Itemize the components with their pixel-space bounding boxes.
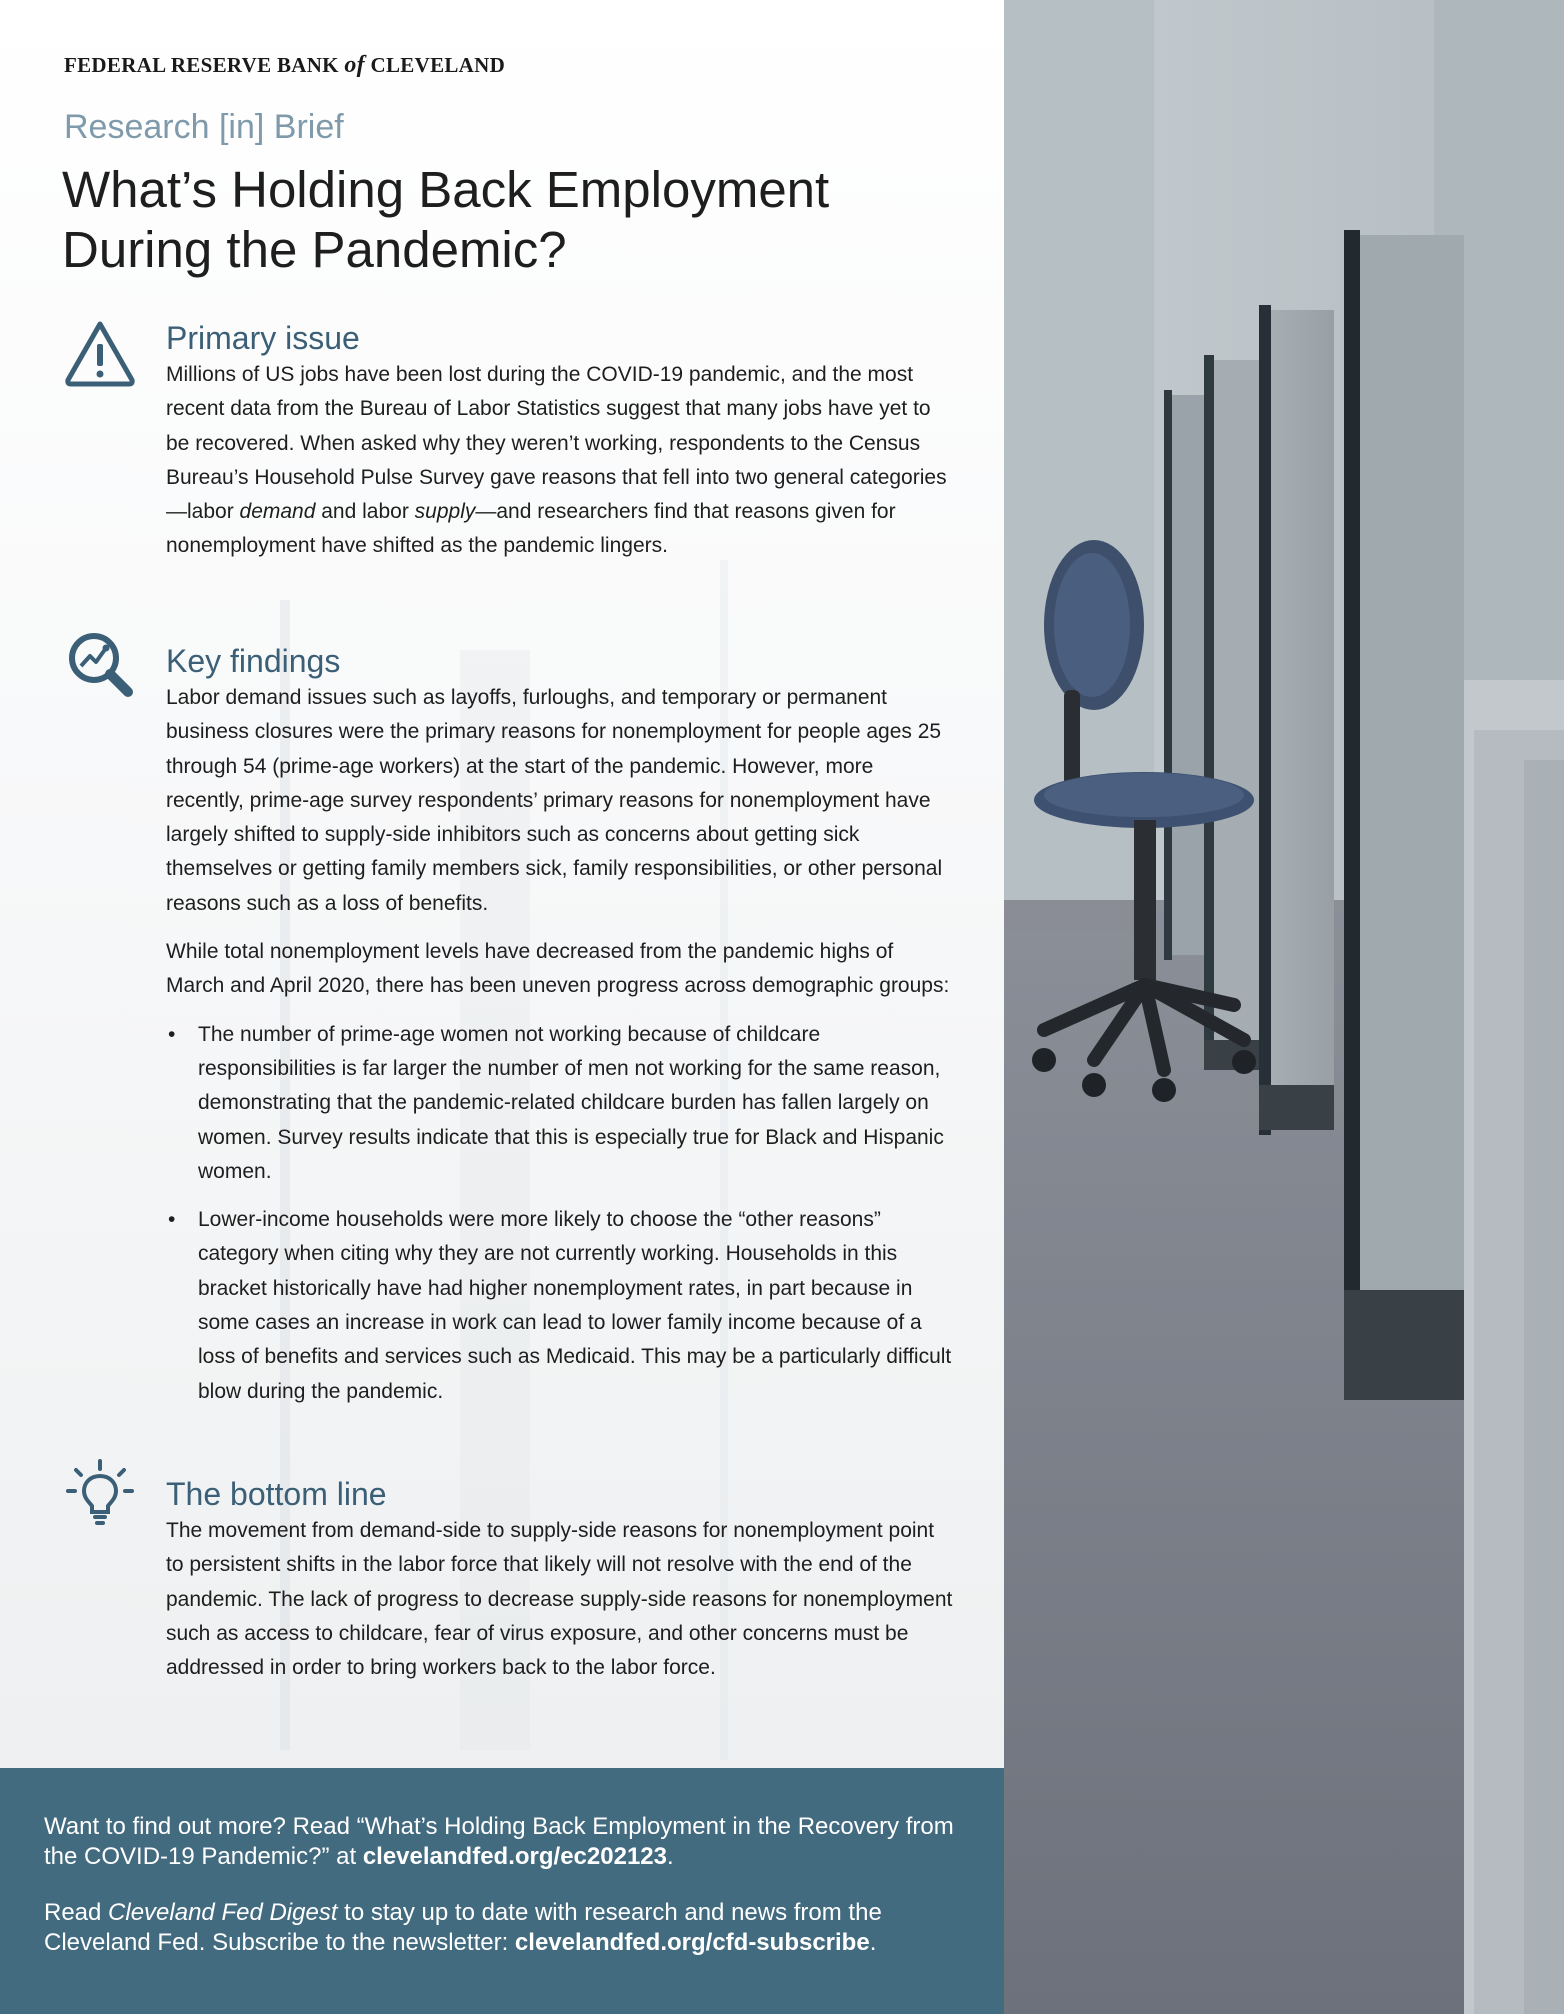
footer-more-end: . [666, 1843, 674, 1870]
list-item-text: The number of prime-age women not working because of childcare responsibilities is far larger the number of men not working for the same reason, demonstrating that the pandemic-related childcare burden has fallen largely on women. Survey results indicate that this is especially true for Black and Hispanic women. [198, 1022, 944, 1183]
list-item-text: Lower-income households were more likely to choose the “other reasons” category when citing why they are not currently working. Households in this bracket historically have had higher nonemployment rates, in part because in some cases an increase in work can lead to lower family income because of a loss of benefits and services such as Medicaid. This may be a particularly difficult blow during the pandemic. [198, 1208, 952, 1403]
footer-subscribe-pre: Read [44, 1899, 109, 1926]
footer-subscribe [44, 1898, 984, 1958]
footer-subscribe-end: . [869, 1929, 877, 1956]
primary-em-demand: demand [239, 500, 316, 524]
key-findings-bullets [166, 1018, 956, 1409]
primary-text-c: —and researchers find that reasons given for nonemployment have shifted as the pandemic lingers. [166, 500, 896, 558]
page-title: What’s Holding Back Employment During the Pandemic? [62, 161, 830, 278]
primary-text-b: and labor [315, 500, 415, 524]
masthead-text-part2: CLEVELAND [364, 53, 506, 77]
key-findings-paragraph-1: Labor demand issues such as layoffs, furloughs, and temporary or permanent business closures were the primary reasons for nonemployment for people ages 25 through 54 (prime-age workers) at the start of the pandemic. However, more recently, prime-age survey respondents’ primary reasons for nonemployment have largely shifted to supply-side inhibitors such as concerns about getting sick themselves or getting family members sick, family responsibilities, or other personal reasons such as a loss of benefits. [166, 686, 943, 915]
primary-issue-text [166, 358, 956, 564]
primary-issue-heading: Primary issue [166, 320, 360, 356]
lightbulb-icon [64, 1458, 136, 1530]
footer-banner [0, 1768, 1004, 2014]
bottom-line-section [166, 1474, 956, 1699]
primary-em-supply: supply [414, 500, 476, 524]
bottom-line-heading: The bottom line [166, 1476, 387, 1512]
office-photo-art [1004, 0, 1564, 2014]
bottom-line-text: The movement from demand-side to supply-side reasons for nonemployment point to persistent shifts in the labor force that likely will not resolve with the end of the pandemic. The lack of progress to decrease supply-side reasons for nonemployment such as access to childcare, fear of virus exposure, and other concerns must be addressed in order to bring workers back to the labor force. [166, 1519, 953, 1680]
key-findings-section [166, 641, 956, 1423]
masthead-of: of [344, 52, 365, 78]
masthead-text-part1: FEDERAL RESERVE BANK [64, 53, 345, 77]
footer-more-text: Want to find out more? Read “What’s Holding Back Employment in the Recovery from the COVID-19 Pandemic?” at [44, 1813, 954, 1870]
key-findings-heading: Key findings [166, 643, 341, 679]
magnifier-chart-icon [64, 628, 136, 700]
footer-more-info [44, 1812, 984, 1872]
footer-digest-name: Cleveland Fed Digest [108, 1899, 338, 1926]
warning-icon [64, 318, 136, 390]
key-findings-paragraph-2: While total nonemployment levels have decreased from the pandemic highs of March and April 2020, there has been uneven progress across demographic groups: [166, 940, 950, 998]
footer-subscribe-text: to stay up to date with research and news from the Cleveland Fed. Subscribe to the newsletter: [44, 1899, 882, 1956]
bullet-marker: • [168, 1022, 176, 1046]
series-label: Research [in] Brief [64, 108, 344, 146]
primary-issue-section [166, 318, 956, 578]
primary-text-a: Millions of US jobs have been lost during the COVID-19 pandemic, and the most recent data from the Bureau of Labor Statistics suggest that many jobs have yet to be recovered. When asked why they weren’t working, respondents to the Census Bureau’s Household Pulse Survey gave reasons that fell into two general categories—labor [166, 363, 947, 524]
bullet-marker: • [168, 1208, 176, 1232]
list-item [166, 1018, 956, 1189]
footer-report-link[interactable]: clevelandfed.org/ec202123 [362, 1843, 667, 1870]
office-cubicle-photo [1004, 0, 1564, 2014]
list-item [166, 1203, 956, 1409]
footer-subscribe-link[interactable]: clevelandfed.org/cfd-subscribe [514, 1929, 870, 1956]
masthead-logo [64, 52, 505, 79]
